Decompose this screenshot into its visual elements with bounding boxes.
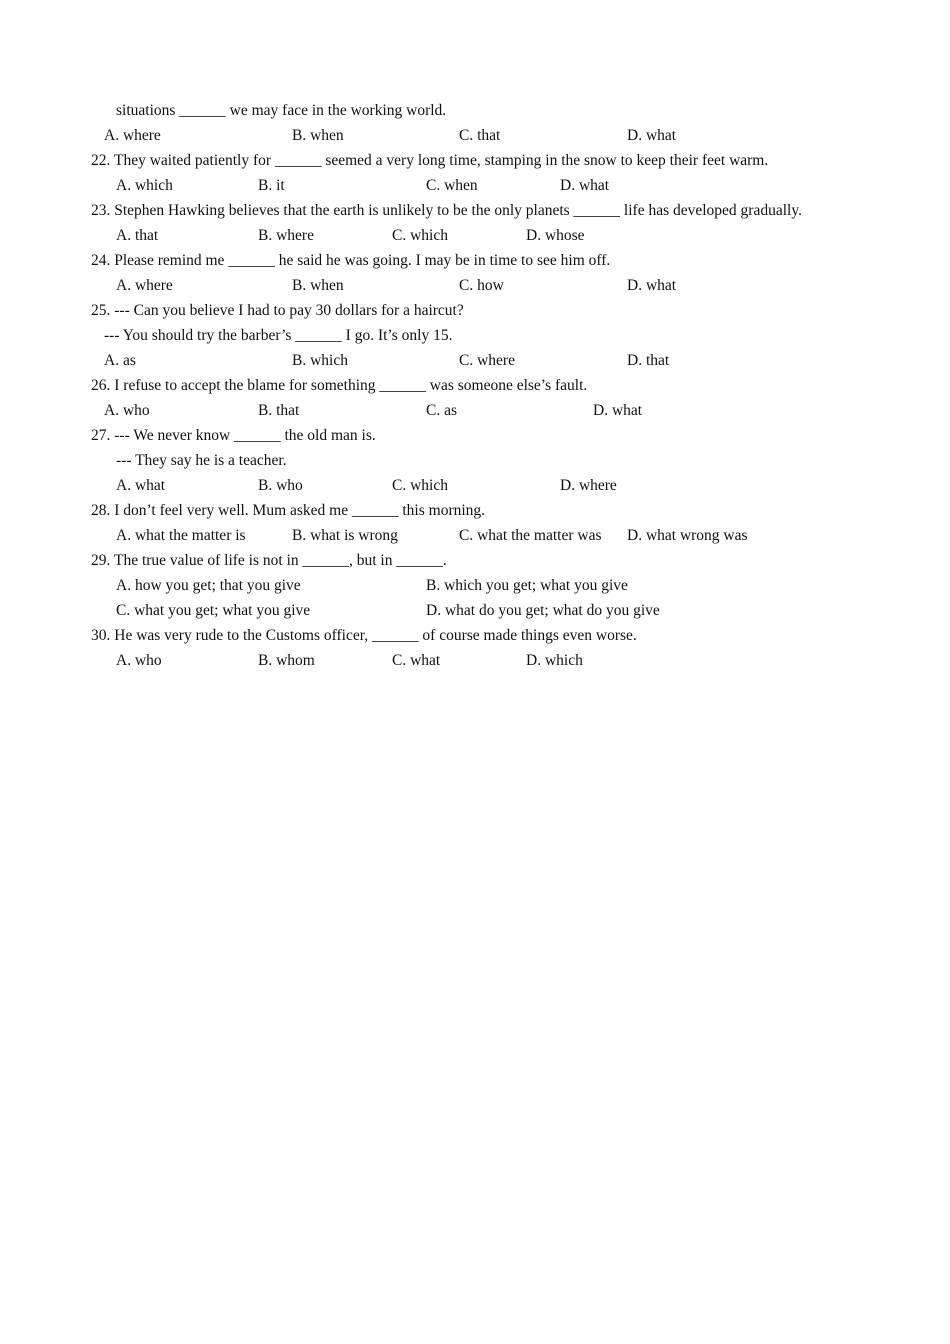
question-27-stem: 27. --- We never know ______ the old man is. <box>91 427 376 444</box>
question-23-option-b: B. where <box>258 227 314 244</box>
question-28-option-a: A. what the matter is <box>116 527 246 544</box>
question-25-stem: 25. --- Can you believe I had to pay 30 dollars for a haircut? <box>91 302 464 319</box>
question-27-option-a: A. what <box>116 477 166 494</box>
question-25-option-a: A. as <box>104 352 136 369</box>
question-22-option-d: D. what <box>560 177 610 194</box>
question-27-option-b: B. who <box>258 477 303 494</box>
question-25-option-c: C. where <box>459 352 515 369</box>
question-26-stem: 26. I refuse to accept the blame for something ______ was someone else’s fault. <box>91 377 588 394</box>
question-29-stem: 29. The true value of life is not in ______, but in ______. <box>91 552 447 569</box>
question-28-option-d: D. what wrong was <box>627 527 748 544</box>
question-21-option-c: C. that <box>459 127 501 144</box>
question-24-option-c: C. how <box>459 277 504 294</box>
question-23-option-a: A. that <box>116 227 159 244</box>
question-29-option-a: A. how you get; that you give <box>116 577 301 594</box>
question-21-option-d: D. what <box>627 127 677 144</box>
question-27-stem-reply: --- They say he is a teacher. <box>116 452 287 469</box>
question-30-option-b: B. whom <box>258 652 315 669</box>
question-25-option-b: B. which <box>292 352 348 369</box>
question-28-option-c: C. what the matter was <box>459 527 602 544</box>
question-25-stem-reply: --- You should try the barber’s ______ I go. It’s only 15. <box>104 327 453 344</box>
question-26-option-c: C. as <box>426 402 457 419</box>
question-24-stem: 24. Please remind me ______ he said he was going. I may be in time to see him off. <box>91 252 611 269</box>
question-23-option-d: D. whose <box>526 227 585 244</box>
question-26-option-b: B. that <box>258 402 300 419</box>
question-27-option-d: D. where <box>560 477 617 494</box>
question-26-option-d: D. what <box>593 402 643 419</box>
question-28-stem: 28. I don’t feel very well. Mum asked me ______ this morning. <box>91 502 486 519</box>
question-23-stem: 23. Stephen Hawking believes that the earth is unlikely to be the only planets ______ life has developed gradually. <box>91 202 802 219</box>
question-24-option-a: A. where <box>116 277 173 294</box>
question-22-option-c: C. when <box>426 177 478 194</box>
question-30-option-c: C. what <box>392 652 441 669</box>
question-29-option-b: B. which you get; what you give <box>426 577 628 594</box>
question-29-option-d: D. what do you get; what do you give <box>426 602 660 619</box>
question-30-option-a: A. who <box>116 652 162 669</box>
question-30-stem: 30. He was very rude to the Customs officer, ______ of course made things even worse. <box>91 627 637 644</box>
question-22-option-a: A. which <box>116 177 173 194</box>
question-26-option-a: A. who <box>104 402 150 419</box>
question-25-option-d: D. that <box>627 352 670 369</box>
question-29-option-c: C. what you get; what you give <box>116 602 311 619</box>
question-24-option-d: D. what <box>627 277 677 294</box>
question-28-option-b: B. what is wrong <box>292 527 398 544</box>
question-27-option-c: C. which <box>392 477 448 494</box>
question-21-option-a: A. where <box>104 127 161 144</box>
question-30-option-d: D. which <box>526 652 583 669</box>
question-21-stem-continuation: situations ______ we may face in the working world. <box>116 102 447 119</box>
question-22-stem: 22. They waited patiently for ______ seemed a very long time, stamping in the snow to keep their feet warm. <box>91 152 769 169</box>
question-21-option-b: B. when <box>292 127 344 144</box>
question-24-option-b: B. when <box>292 277 344 294</box>
question-22-option-b: B. it <box>258 177 285 194</box>
question-23-option-c: C. which <box>392 227 448 244</box>
